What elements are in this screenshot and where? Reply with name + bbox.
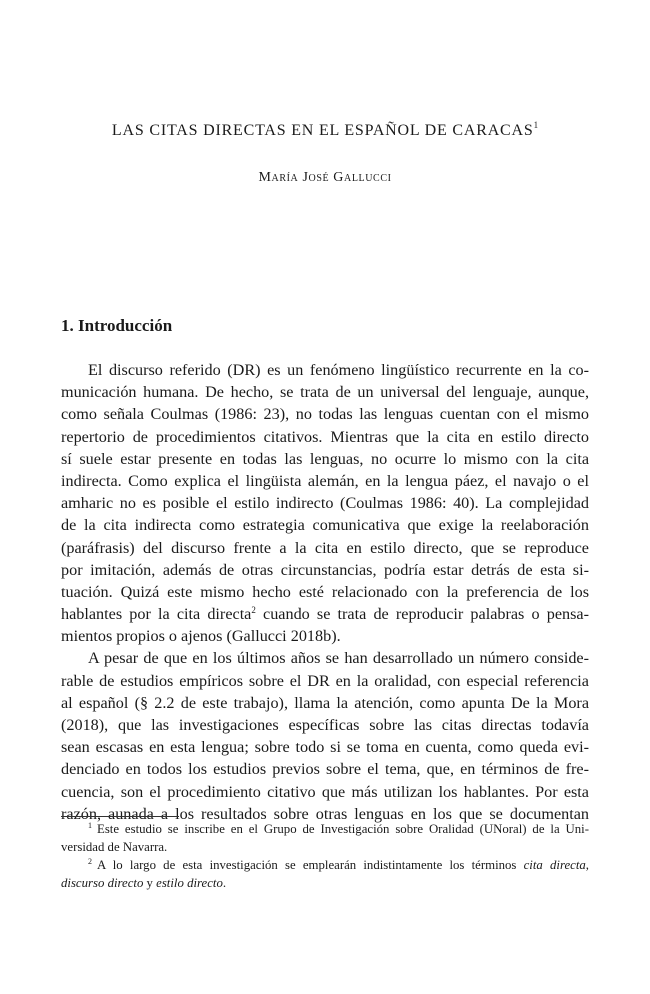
footnote-2-separator: y — [143, 876, 157, 890]
article-title-text: LAS CITAS DIRECTAS EN EL ESPAÑOL DE CARACAS — [111, 122, 534, 139]
paragraph-2-line: razón, aunada a los resultados sobre otras lenguas en los que se documentan — [61, 804, 589, 823]
footnote-1-line: versidad de Navarra. — [61, 840, 168, 854]
footnote-2-term: estilo directo — [156, 876, 223, 890]
paragraph-2-line: A pesar de que en los últimos años se han desarrollado un número conside- — [88, 649, 589, 668]
paragraph-1-line: repertorio de procedimientos citativos. Mientras que la cita en estilo directo — [61, 427, 589, 446]
paragraph-1-line: (paráfrasis) del discurso frente a la cita en estilo directo, que se reproduce — [61, 538, 589, 557]
footnote-ref-2[interactable]: 2 — [251, 605, 256, 616]
footnote-2-text: A lo largo de esta investigación se emplearán indistintamente los términos — [97, 858, 524, 872]
footnote-ref-1[interactable]: 1 — [533, 120, 539, 130]
body-text — [61, 359, 589, 825]
paragraph-2-line: cuencia, son el procedimiento citativo que más utilizan los hablantes. Por esta — [61, 782, 589, 801]
paragraph-1-line: amharic no es posible el estilo indirecto (Coulmas 1986: 40). La complejidad — [61, 494, 589, 513]
paragraph-1-line — [61, 603, 589, 625]
line-text: cuando se trata de reproducir palabras o pensa- — [255, 605, 589, 624]
paragraph-2-line: (2018), que las investigaciones específicas sobre las citas directas todavía — [61, 716, 589, 734]
footnote-2-end: . — [222, 876, 227, 890]
footnote-2-term: discurso directo — [61, 876, 144, 890]
paragraph-1-line: por imitación, además de otras circunstancias, podría estar detrás de esta si- — [61, 560, 589, 579]
footnote-2-term: cita directa — [523, 858, 586, 872]
footnote-2-line — [61, 856, 589, 874]
paragraph-1-line: de la cita indirecta como estrategia comunicativa que exige la reelaboración — [61, 516, 589, 535]
paragraph-1-line: como señala Coulmas (1986: 23), no todas las lenguas cuentan con el mismo — [61, 405, 589, 424]
footnote-marker-2: 2 — [88, 857, 92, 866]
footnote-marker-1: 1 — [88, 821, 92, 830]
footnotes — [61, 820, 589, 892]
footnote-2-line — [61, 874, 589, 892]
footnote-1-line — [61, 820, 589, 838]
section-heading: 1. Introducción — [61, 316, 173, 335]
paragraph-2-line: rable de estudios empíricos sobre el DR en la oralidad, con especial referencia — [61, 671, 589, 690]
paragraph-2-line: denciado en todos los estudios previos sobre el tema, que, en términos de fre- — [61, 760, 589, 779]
paragraph-1-line: mientos propios o ajenos (Gallucci 2018b). — [61, 627, 341, 646]
paragraph-1-line: sí suele estar presente en todas las lenguas, no ocurre lo mismo con la cita — [61, 449, 589, 468]
paragraph-2-line: al español (§ 2.2 de este trabajo), llama la atención, como apunta De la Mora — [61, 693, 589, 712]
paragraph-2-line: sean escasas en esta lengua; sobre todo si se toma en cuenta, como queda evi- — [61, 738, 589, 757]
footnote-2-separator: , — [585, 858, 589, 872]
footnote-divider — [61, 816, 179, 817]
author-name: María José Gallucci — [258, 170, 392, 185]
paragraph-1-line: El discurso referido (DR) es un fenómeno lingüístico recurrente en la co- — [88, 361, 589, 379]
paragraph-1-line: municación humana. De hecho, se trata de un universal del lenguaje, aunque, — [61, 383, 589, 402]
paragraph-1-line: tuación. Quizá este mismo hecho esté relacionado con la preferencia de los — [61, 582, 589, 601]
footnote-1-text: Este estudio se inscribe en el Grupo de Investigación sobre Oralidad (UNoral) de la Uni- — [97, 822, 589, 836]
article-title — [60, 120, 590, 140]
line-text: hablantes por la cita directa — [61, 605, 252, 624]
paragraph-1-line: indirecta. Como explica el lingüista alemán, en la lengua páez, el navajo o el — [61, 471, 589, 490]
